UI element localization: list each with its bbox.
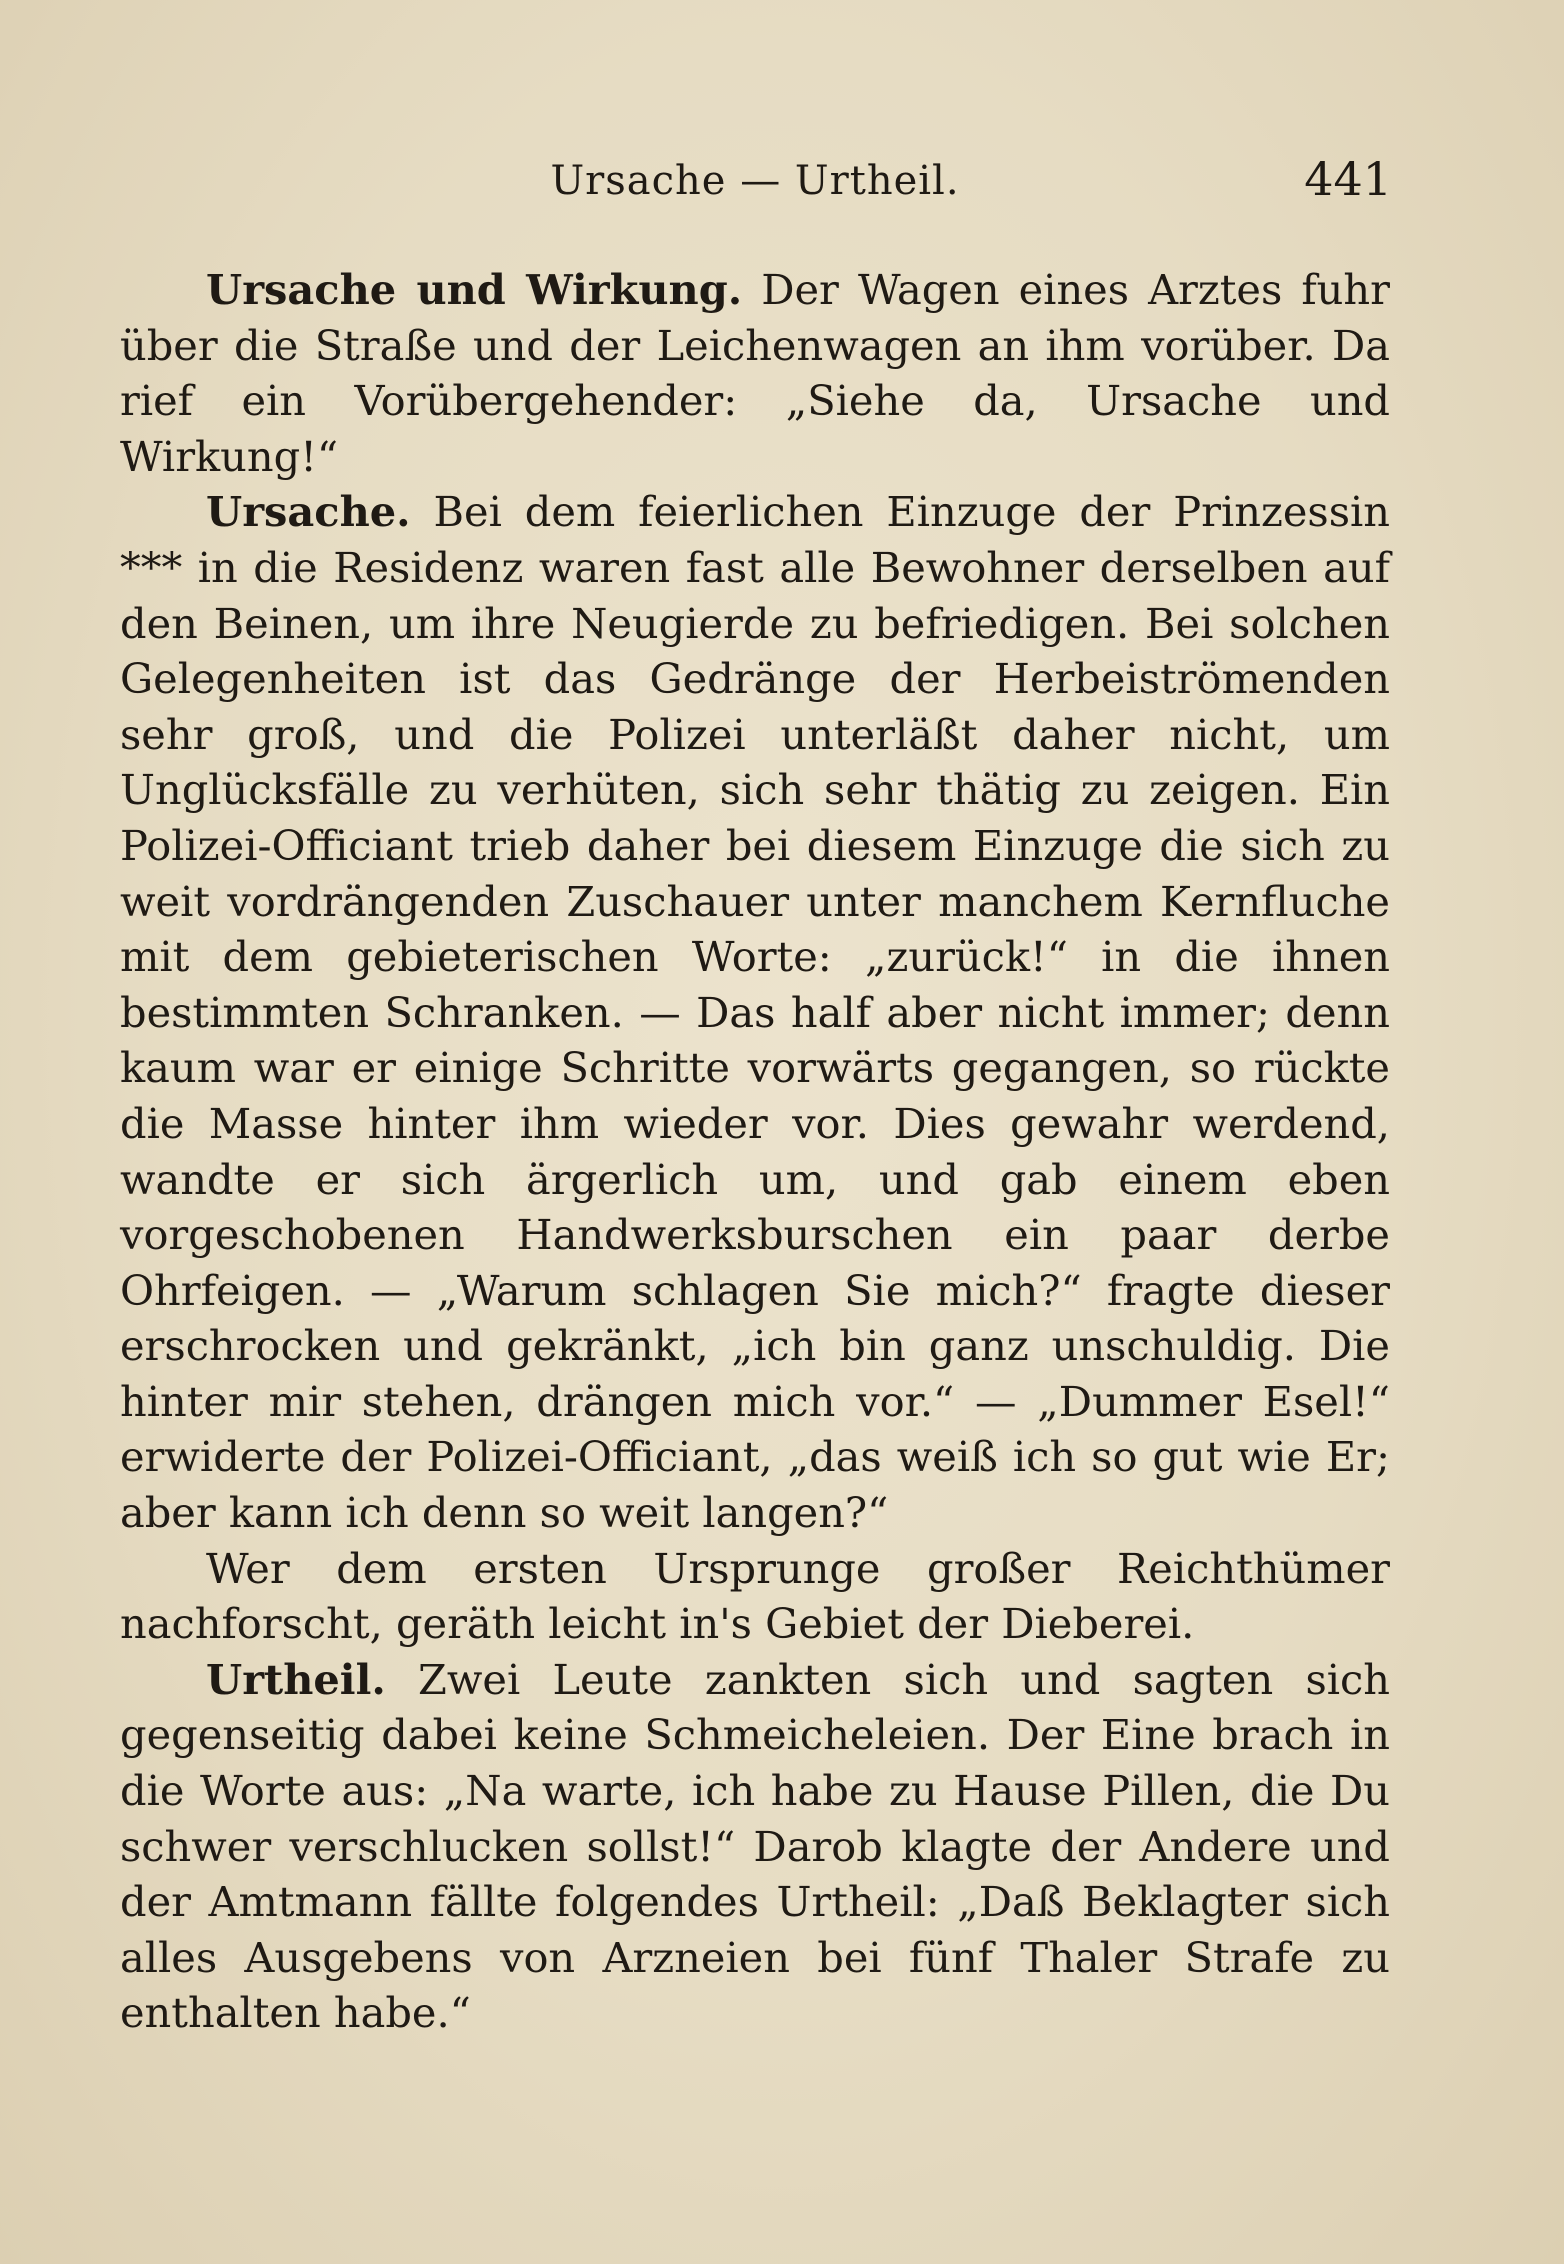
body-text xyxy=(120,262,1390,2041)
page-number: 441 xyxy=(1304,152,1392,206)
paragraph-text: Zwei Leute zankten sich und sagten sich gegenseitig dabei keine Schmeicheleien. Der Eine brach in die Worte aus: „Na warte, ich habe zu Hause Pillen, die Du schwer verschlucken sollst!“ Darob klagte der Andere und der Amtmann fällte folgendes Urtheil: „Daß Beklagter sich alles Ausgebens von Arzneien bei fünf Thaler Strafe zu enthalten habe.“ xyxy=(120,1654,1390,2038)
paragraph-ursprung xyxy=(120,1541,1390,1652)
paragraph-text: Der Wagen eines Arztes fuhr über die Straße und der Leichenwagen an ihm vorüber. Da rief ein Vorübergehender: „Siehe da, Ursache und Wirkung!“ xyxy=(120,265,1390,481)
paragraph-ursache-und-wirkung xyxy=(120,262,1390,484)
paragraph-text: Wer dem ersten Ursprunge großer Reichthümer nachforscht, geräth leicht in's Gebiet der Dieberei. xyxy=(120,1543,1390,1649)
lemma-ursache: Ursache. xyxy=(206,487,411,537)
paragraph-urtheil xyxy=(120,1652,1390,2041)
paragraph-text: Bei dem feierlichen Einzuge der Prinzessin *** in die Residenz waren fast alle Bewohner derselben auf den Beinen, um ihre Neugierde zu befriedigen. Bei solchen Gelegenheiten ist das Gedränge der Herbeiströmenden sehr groß, und die Polizei unterläßt daher nicht, um Unglücksfälle zu verhüten, sich sehr thätig zu zeigen. Ein Polizei-Officiant trieb daher bei diesem Einzuge die sich zu weit vordrängenden Zuschauer unter manchem Kernfluche mit dem gebieterischen Worte: „zurück!“ in die ihnen bestimmten Schranken. — Das half aber nicht immer; denn kaum war er einige Schritte vorwärts gegangen, so rückte die Masse hinter ihm wieder vor. Dies gewahr werdend, wandte er sich ärgerlich um, und gab einem eben vorgeschobenen Handwerksburschen ein paar derbe Ohrfeigen. — „Warum schlagen Sie mich?“ fragte dieser erschrocken und gekränkt, „ich bin ganz unschuldig. Die hinter mir stehen, drängen mich vor.“ — „Dummer Esel!“ erwiderte der Polizei-Officiant, „das weiß ich so gut wie Er; aber kann ich denn so weit langen?“ xyxy=(120,487,1390,1538)
page-header xyxy=(120,152,1392,218)
paragraph-ursache xyxy=(120,484,1390,1540)
lemma-ursache-und-wirkung: Ursache und Wirkung. xyxy=(206,265,743,314)
running-head: Ursache — Urtheil. xyxy=(550,158,960,204)
lemma-urtheil: Urtheil. xyxy=(206,1654,386,1704)
